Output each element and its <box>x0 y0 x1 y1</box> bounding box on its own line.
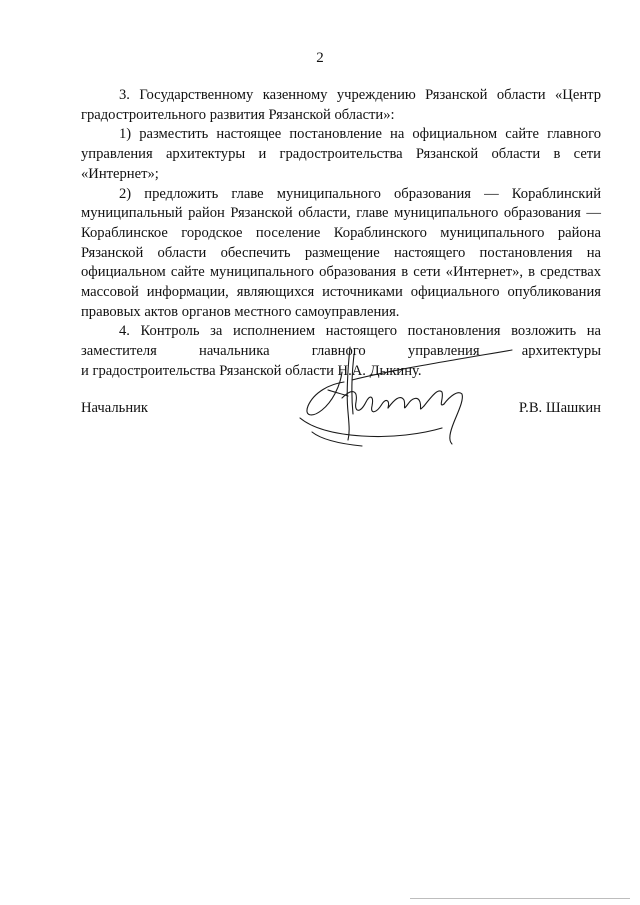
paragraph-3-item-2: 2) предложить главе муниципального образования — Кораблинский муниципальный район Рязанской области, главе муниципального образования — Кораблинское городское поселение Кораблинского муниципального района Рязанской области обеспечить размещение настоящего постановления на официальном сайте муниципального образования в сети «Интернет», в средствах массовой информации, являющихся источниками официального опубликования правовых актов органов местного самоуправления. <box>81 185 601 320</box>
signature-block <box>81 400 601 424</box>
paragraph-4-last-line: и градостроительства Рязанской области Н.А. Дыкину. <box>81 362 422 379</box>
bottom-rule <box>410 898 630 899</box>
signer-title: Начальник <box>81 400 149 416</box>
paragraph-3: 3. Государственному казенному учреждению Рязанской области «Центр градостроительного развития Рязанской области»: <box>81 87 601 123</box>
signer-name: Р.В. Шашкин <box>518 400 601 416</box>
handwritten-signature <box>282 332 522 457</box>
paragraph-3-item-1: 1) разместить настоящее постановление на официальном сайте главного управления архитектуры и градостроительства Рязанской области в сети «Интернет»; <box>81 126 601 182</box>
paragraph-4: 4. Контроль за исполнением настоящего постановления возложить на заместителя начальника главного управления архитектуры <box>81 323 601 360</box>
page-number: 2 <box>316 50 324 66</box>
